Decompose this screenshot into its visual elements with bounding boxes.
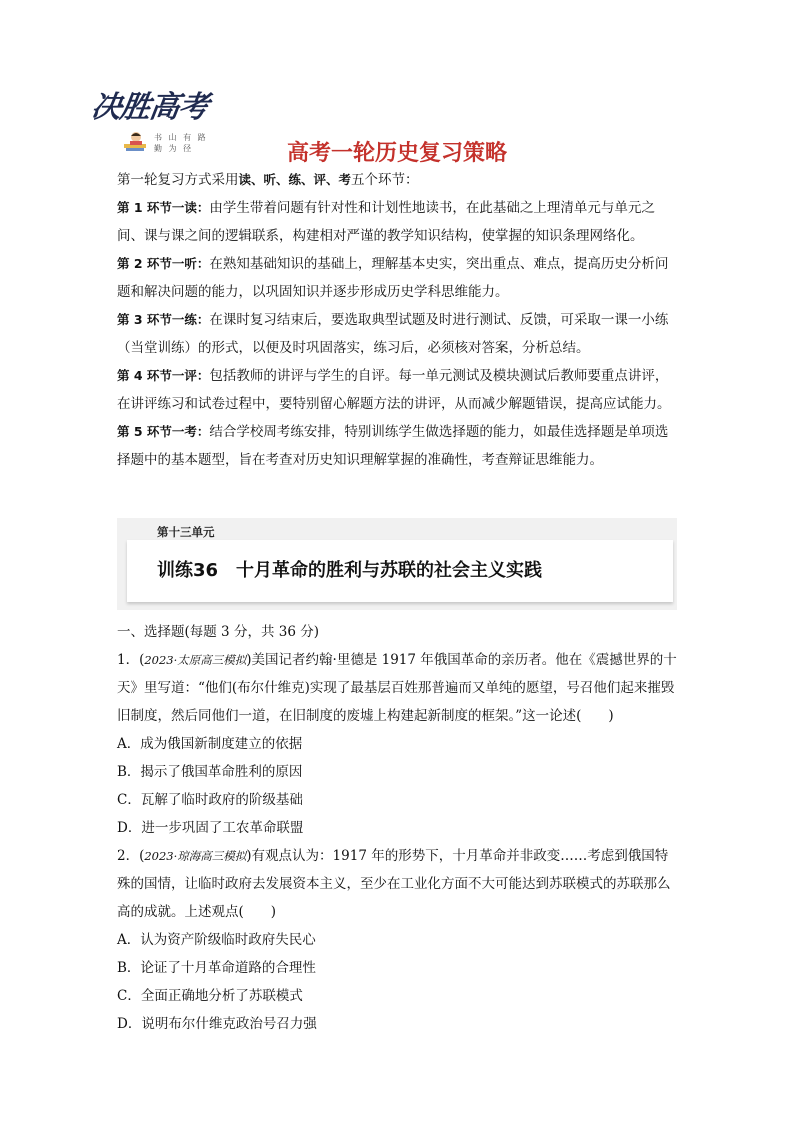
unit-label: 第十三单元 [157, 525, 215, 539]
question-2-stem: 2．(2023·琼海高三模拟)有观点认为：1917 年的形势下，十月革命并非政变……考虑到俄国特殊的国情，让临时政府去发展资本主义，至少在工业化方面不大可能达到苏联模式的苏联那么高的成就。上述观点( ) [117, 848, 671, 920]
question-2-option-a: A．认为资产阶级临时政府失民心 [117, 932, 316, 948]
question-1-source: 2023·太原高三模拟 [144, 653, 247, 667]
page-title: 高考一轮历史复习策略 [286, 141, 507, 166]
intro-methods: 读、听、练、评、考 [238, 172, 352, 187]
question-section [117, 618, 679, 1038]
question-1-stem: 1．(2023·太原高三模拟)美国记者约翰·里德是 1917 年俄国革命的亲历者。他在《震撼世界的十天》里写道：“他们(布尔什维克)实现了最基层百姓那普遍而又单纯的愿望，号召他们起来摧毁旧制度，然后同他们一道，在旧制度的废墟上构建起新制度的框架。”这一论述( ) [117, 652, 677, 724]
question-2-option-d: D．说明布尔什维克政治号召力强 [117, 1016, 317, 1032]
logo-subtext: 书 山 有 路 勤 为 径 [154, 133, 208, 153]
question-2-option-b: B．论证了十月革命道路的合理性 [117, 960, 316, 976]
question-1-option-d: D．进一步巩固了工农革命联盟 [117, 820, 304, 836]
unit-title: 训练36 十月革命的胜利与苏联的社会主义实践 [157, 560, 543, 581]
intro-tail: 五个环节： [351, 172, 419, 188]
step-4: 第 4 环节一评：包括教师的讲评与学生的自评。每一单元测试及模块测试后教师要重点讲评，在讲评练习和试卷过程中，要特别留心解题方法的讲评，从而减少解题错误，提高应试能力。 [117, 368, 671, 412]
step-1: 第 1 环节一读：由学生带着问题有针对性和计划性地读书，在此基础之上理清单元与单元之间、课与课之间的逻辑联系，构建相对严谨的教学知识结构，使掌握的知识条理网络化。 [117, 200, 655, 244]
step-3: 第 3 环节一练：在课时复习结束后，要选取典型试题及时进行测试、反馈，可采取一课一小练（当堂训练）的形式，以便及时巩固落实，练习后，必须核对答案，分析总结。 [117, 312, 669, 356]
step-5: 第 5 环节一考：结合学校周考练安排，特别训练学生做选择题的能力，如最佳选择题是单项选择题中的基本题型，旨在考查对历史知识理解掌握的准确性，考查辩证思维能力。 [117, 424, 669, 468]
question-2-option-c: C．全面正确地分析了苏联模式 [117, 988, 303, 1004]
intro-lead: 第一轮复习方式采用 [117, 172, 239, 188]
step-2: 第 2 环节一听：在熟知基础知识的基础上，理解基本史实，突出重点、难点，提高历史分析问题和解决问题的能力，以巩固知识并逐步形成历史学科思维能力。 [117, 256, 669, 300]
question-1-option-b: B．揭示了俄国革命胜利的原因 [117, 764, 303, 780]
section-heading: 一、选择题(每题 3 分，共 36 分) [117, 624, 319, 640]
question-1-option-a: A．成为俄国新制度建立的依据 [117, 736, 303, 752]
question-1-option-c: C．瓦解了临时政府的阶级基础 [117, 792, 303, 808]
unit-banner-card [127, 525, 673, 602]
question-2-source: 2023·琼海高三模拟 [144, 849, 247, 863]
logo-text: 决胜高考 [89, 90, 210, 125]
intro-text [117, 166, 677, 474]
unit-banner [117, 518, 677, 610]
